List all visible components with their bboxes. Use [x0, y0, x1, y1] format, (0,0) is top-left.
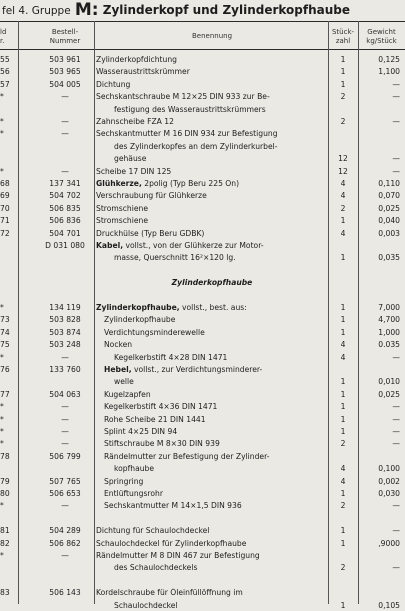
- table-row: [0, 501, 405, 512]
- part-description: gehäuse: [114, 154, 147, 164]
- table-row: [0, 489, 405, 500]
- weight: 1,000: [378, 327, 400, 337]
- quantity: 1: [340, 538, 346, 548]
- quantity: 4: [340, 476, 346, 486]
- part-description: Entlüftungsrohr: [104, 489, 163, 498]
- quantity: 4: [340, 352, 346, 362]
- pos-number: *: [0, 92, 4, 102]
- weight: 0,025: [378, 389, 400, 399]
- pos-number: *: [0, 402, 4, 412]
- table-row: [0, 80, 405, 91]
- weight: 0,010: [378, 377, 400, 387]
- part-description: Splint 4×25 DIN 94: [104, 427, 178, 436]
- order-number: 503 874: [49, 327, 81, 337]
- order-number: 504 289: [49, 526, 81, 536]
- part-description: kopfhaube: [114, 464, 155, 474]
- table-row: [0, 55, 405, 66]
- weight: ,9000: [378, 538, 400, 548]
- order-number: —: [61, 439, 69, 449]
- table-row: [0, 365, 405, 376]
- pos-number: 56: [0, 67, 10, 77]
- table-row: [0, 303, 405, 314]
- order-number: 504 005: [49, 79, 81, 89]
- part-description: Scheibe 17 DIN 125: [96, 166, 172, 176]
- table-row: [0, 526, 405, 537]
- pos-number: 71: [0, 216, 10, 226]
- table-row: [0, 452, 405, 463]
- part-description: Zylinderkopfhaube: [171, 278, 253, 288]
- part-description: Dichtung für Schaulochdeckel: [96, 526, 210, 536]
- page-title: [2, 1, 405, 19]
- pos-number: 73: [0, 315, 10, 325]
- table-row: [0, 291, 405, 302]
- table-row: [0, 216, 405, 227]
- quantity: 12: [338, 154, 348, 164]
- pos-number: 80: [0, 489, 10, 498]
- part-description: Kugelzapfen: [104, 389, 151, 399]
- pos-number: 57: [0, 79, 10, 89]
- order-number: 506 836: [49, 216, 81, 226]
- part-description: des Schaulochdeckels: [114, 563, 198, 573]
- table-row: [0, 253, 405, 264]
- part-description: Druckhülse (Typ Beru GDBK): [96, 228, 205, 238]
- table-row: [0, 539, 405, 550]
- part-description: Stromschiene: [96, 216, 149, 226]
- weight: 0,070: [378, 191, 400, 201]
- quantity: 1: [340, 79, 346, 89]
- table-row: [0, 167, 405, 178]
- part-description: Wasseraustrittskrümmer: [96, 67, 190, 77]
- quantity: 1: [340, 402, 346, 412]
- order-number: 504 702: [49, 191, 81, 201]
- quantity: 1: [340, 216, 346, 226]
- part-description: Schaulochdeckel: [114, 600, 178, 610]
- quantity: 1: [340, 389, 346, 399]
- part-description: Zylinderkopfdichtung: [96, 55, 177, 64]
- order-number: 504 701: [49, 228, 81, 238]
- table-row: [0, 92, 405, 103]
- table-row: [0, 340, 405, 351]
- pos-number: 70: [0, 203, 10, 213]
- quantity: 1: [340, 253, 346, 263]
- table-row: [0, 439, 405, 450]
- part-description: Dichtung: [96, 79, 131, 89]
- pos-number: 74: [0, 327, 10, 337]
- quantity: 2: [340, 563, 346, 573]
- weight: 0,110: [378, 179, 400, 188]
- table-row: [0, 266, 405, 277]
- order-number: 133 760: [49, 365, 81, 374]
- order-number: 503 248: [49, 340, 81, 350]
- quantity: 2: [340, 439, 346, 449]
- title-text: Zylinderkopf und Zylinderkopfhaube: [102, 3, 351, 17]
- order-number: —: [61, 414, 69, 424]
- weight: 0,002: [378, 476, 400, 486]
- quantity: 1: [340, 303, 346, 312]
- weight: —: [392, 427, 400, 436]
- part-description: Rohe Scheibe 21 DIN 1441: [104, 414, 206, 424]
- quantity: 2: [340, 203, 346, 213]
- part-description: Kegelkerbstift 4×28 DIN 1471: [114, 352, 228, 362]
- weight: 4,700: [378, 315, 400, 325]
- weight: 0.035: [378, 340, 400, 350]
- order-number: —: [61, 427, 69, 436]
- order-number: —: [61, 92, 69, 102]
- weight: —: [392, 402, 400, 412]
- table-row: [0, 464, 405, 475]
- part-description: masse, Querschnitt 16²×120 lg.: [114, 253, 236, 263]
- order-number: 506 799: [49, 451, 81, 461]
- table-row: [0, 402, 405, 413]
- order-number: —: [61, 402, 69, 412]
- order-number: 504 063: [49, 389, 81, 399]
- quantity: 1: [340, 414, 346, 424]
- quantity: 4: [340, 179, 346, 188]
- part-description: Sechskantmutter M 14×1,5 DIN 936: [104, 501, 242, 511]
- part-description: Verschraubung für Glühkerze: [96, 191, 207, 201]
- part-description: welle: [114, 377, 134, 387]
- quantity: 1: [340, 67, 346, 77]
- table-row: [0, 601, 405, 611]
- weight: 0,125: [378, 55, 400, 64]
- table-row: [0, 154, 405, 165]
- table-row: [0, 328, 405, 339]
- table-row: [0, 390, 405, 401]
- table-row: [0, 427, 405, 438]
- pos-number: 81: [0, 526, 10, 536]
- order-number: 503 828: [49, 315, 81, 325]
- table-row: [0, 315, 405, 326]
- order-number: 137 341: [49, 179, 81, 188]
- order-number: —: [61, 551, 69, 560]
- order-number: 507 765: [49, 476, 81, 486]
- header-top-rule: [0, 21, 405, 22]
- table-row: [0, 204, 405, 215]
- pos-number: 69: [0, 191, 10, 201]
- table-row: [0, 179, 405, 190]
- pos-number: *: [0, 166, 4, 176]
- pos-number: 77: [0, 389, 10, 399]
- quantity: 1: [340, 427, 346, 436]
- table-row: [0, 514, 405, 525]
- part-description: Sechskantmutter M 16 DIN 934 zur Befestigung: [96, 129, 278, 139]
- pos-number: 72: [0, 228, 10, 238]
- order-number: 503 961: [49, 55, 81, 64]
- part-description: Zylinderkopfhaube: [104, 315, 176, 325]
- pos-number: *: [0, 551, 4, 560]
- quantity: 1: [340, 377, 346, 387]
- table-row: [0, 278, 405, 289]
- weight: 0,030: [378, 489, 400, 498]
- group-letter: M:: [74, 1, 99, 19]
- order-number: D 031 080: [45, 241, 85, 250]
- quantity: 1: [340, 526, 346, 536]
- pos-number: *: [0, 414, 4, 424]
- part-description: des Zylinderkopfes an dem Zylinderkurbel-: [114, 141, 278, 151]
- weight: —: [392, 92, 400, 102]
- weight: —: [392, 563, 400, 573]
- part-description: Rändelmutter M 8 DIN 467 zur Befestigung: [96, 551, 260, 560]
- quantity: 1: [340, 327, 346, 337]
- pos-number: *: [0, 117, 4, 126]
- weight: —: [392, 166, 400, 176]
- weight: 0,035: [378, 253, 400, 263]
- title-prefix: fel 4. Gruppe: [2, 5, 71, 17]
- order-number: —: [61, 501, 69, 511]
- weight: 0,003: [378, 228, 400, 238]
- weight: 0,025: [378, 203, 400, 213]
- weight: —: [392, 154, 400, 164]
- weight: 0,040: [378, 216, 400, 226]
- order-number: 506 862: [49, 538, 81, 548]
- pos-number: *: [0, 427, 4, 436]
- table-row: [0, 191, 405, 202]
- part-description: Nocken: [104, 340, 133, 350]
- quantity: 1: [340, 55, 346, 64]
- table-row: [0, 229, 405, 240]
- order-number: 134 119: [49, 303, 81, 312]
- weight: —: [392, 352, 400, 362]
- weight: 0,100: [378, 464, 400, 474]
- col-header-bestell: Bestell- Nummer: [49, 28, 81, 45]
- pos-number: 76: [0, 365, 10, 374]
- part-description: Stiftschraube M 8×30 DIN 939: [104, 439, 220, 449]
- col-header-gewicht: Gewicht kg/Stück: [366, 28, 397, 45]
- table-row: [0, 142, 405, 153]
- order-number: 506 653: [49, 489, 81, 498]
- order-number: —: [61, 117, 69, 126]
- part-description: Zahnscheibe FZA 12: [96, 117, 174, 126]
- part-description: Zylinderkopfhaube, vollst., best. aus:: [96, 303, 247, 312]
- pos-number: 79: [0, 476, 10, 486]
- order-number: —: [61, 352, 69, 362]
- pos-number: *: [0, 303, 4, 312]
- quantity: 2: [340, 92, 346, 102]
- weight: 1,100: [378, 67, 400, 77]
- table-row: [0, 105, 405, 116]
- weight: —: [392, 414, 400, 424]
- part-description: Sechskantschraube M 12×25 DIN 933 zur Be-: [96, 92, 270, 102]
- order-number: 506 835: [49, 203, 81, 213]
- part-description: Springring: [104, 476, 144, 486]
- weight: —: [392, 117, 400, 126]
- col-header-stueck: Stück- zahl: [331, 28, 355, 45]
- quantity: 4: [340, 191, 346, 201]
- weight: —: [392, 439, 400, 449]
- order-number: —: [61, 129, 69, 139]
- quantity: 4: [340, 464, 346, 474]
- table-row: [0, 576, 405, 587]
- part-description: Verdichtungsminderewelle: [104, 327, 205, 337]
- table-row: [0, 415, 405, 426]
- quantity: 2: [340, 501, 346, 511]
- order-number: 506 143: [49, 588, 81, 598]
- quantity: 12: [338, 166, 348, 176]
- pos-number: *: [0, 129, 4, 139]
- pos-number: 55: [0, 55, 10, 64]
- table-row: [0, 588, 405, 599]
- table-row: [0, 67, 405, 78]
- part-description: festigung des Wasseraustrittskrümmers: [114, 104, 266, 114]
- quantity: 1: [340, 600, 346, 610]
- part-description: Glühkerze, 2polig (Typ Beru 225 On): [96, 179, 240, 188]
- pos-number: *: [0, 501, 4, 511]
- table-row: [0, 563, 405, 574]
- table-row: [0, 241, 405, 252]
- header-bottom-rule: [0, 49, 405, 50]
- pos-number: 68: [0, 179, 10, 188]
- part-description: Kordelschraube für Öleinfüllöffnung im: [96, 588, 243, 598]
- table-row: [0, 377, 405, 388]
- part-description: Kabel, vollst., von der Glühkerze zur Motor-: [96, 241, 264, 250]
- pos-number: 83: [0, 588, 10, 598]
- table-row: [0, 117, 405, 128]
- weight: —: [392, 79, 400, 89]
- pos-number: *: [0, 352, 4, 362]
- quantity: 1: [340, 489, 346, 498]
- col-header-benennung: Benennung: [191, 32, 233, 40]
- part-description: Stromschiene: [96, 203, 149, 213]
- part-description: Hebel, vollst., zur Verdichtungsminderer-: [104, 365, 263, 374]
- weight: —: [392, 501, 400, 511]
- part-description: Rändelmutter zur Befestigung der Zylinder-: [104, 451, 270, 461]
- quantity: 2: [340, 117, 346, 126]
- table-row: [0, 129, 405, 140]
- part-description: Schaulochdeckel für Zylinderkopfhaube: [96, 538, 247, 548]
- table-row: [0, 353, 405, 364]
- weight: 0,105: [378, 600, 400, 610]
- order-number: —: [61, 166, 69, 176]
- quantity: 4: [340, 228, 346, 238]
- pos-number: 82: [0, 538, 10, 548]
- pos-number: 78: [0, 451, 10, 461]
- order-number: 503 965: [49, 67, 81, 77]
- col-header-no: ld r.: [0, 28, 7, 45]
- weight: —: [392, 526, 400, 536]
- quantity: 4: [340, 340, 346, 350]
- table-row: [0, 477, 405, 488]
- pos-number: 75: [0, 340, 10, 350]
- pos-number: *: [0, 439, 4, 449]
- table-row: [0, 551, 405, 562]
- quantity: 1: [340, 315, 346, 325]
- weight: 7,000: [378, 303, 400, 312]
- part-description: Kegelkerbstift 4×36 DIN 1471: [104, 402, 218, 412]
